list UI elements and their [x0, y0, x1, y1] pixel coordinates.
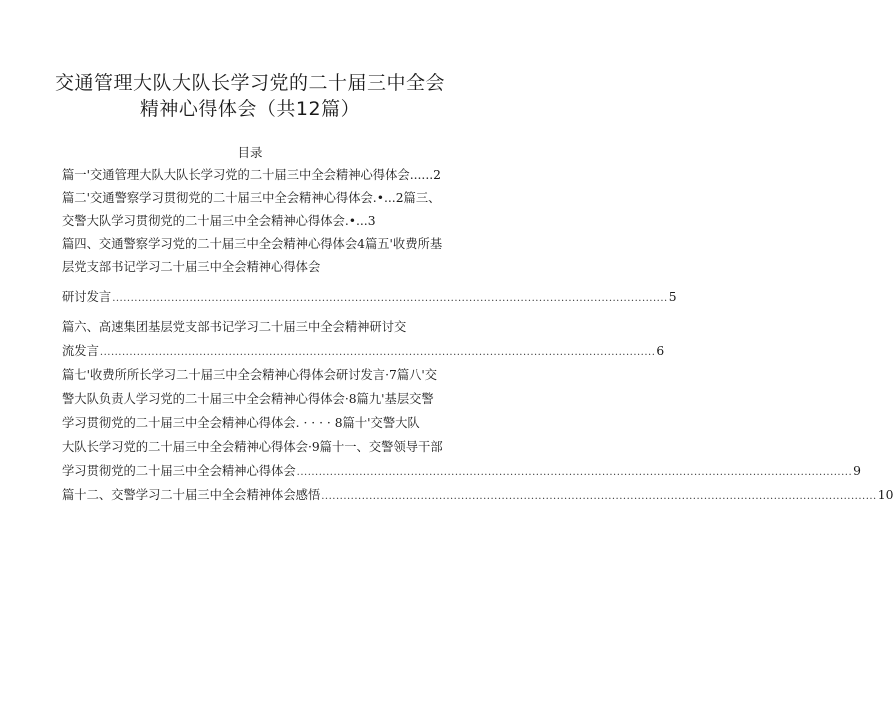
toc-line — [62, 343, 665, 361]
toc-leader-dots: ....................................................................................................................................................... — [321, 491, 877, 502]
toc-line: 篇七'收费所所长学习二十届三中全会精神心得体会研讨发言·7篇八'交 — [62, 368, 438, 382]
toc-line: 警大队负责人学习党的二十届三中全会精神心得体会·8篇九'基层交警 — [62, 392, 434, 406]
toc-line: 层党支部书记学习二十届三中全会精神心得体会 — [62, 260, 321, 274]
toc-line — [62, 487, 893, 505]
toc-line: 学习贯彻党的二十届三中全会精神心得体会. · · · · 8篇十'交警大队 — [62, 416, 420, 430]
toc-entry-text: 研讨发言 — [62, 290, 112, 304]
document-title-line-1: 交通管理大队大队长学习党的二十届三中全会 — [54, 72, 445, 94]
toc-line: 交警大队学习贯彻党的二十届三中全会精神心得体会.•...3 — [62, 214, 376, 228]
toc-line: 篇六、高速集团基层党支部书记学习二十届三中全会精神研讨交 — [62, 320, 407, 334]
toc-leader-dots: ....................................................................................................................................................... — [112, 293, 668, 304]
toc-page-number: 10 — [877, 488, 893, 502]
toc-heading: 目录 — [237, 145, 263, 160]
toc-line: 篇一'交通管理大队大队长学习党的二十届三中全会精神心得体会......2 — [62, 168, 441, 182]
toc-leader-dots: ....................................................................................................................................................... — [296, 467, 853, 478]
document-title-line-2: 精神心得体会（共12篇） — [139, 98, 361, 120]
toc-line — [62, 289, 677, 307]
toc-line: 大队长学习党的二十届三中全会精神心得体会·9篇十一、交警领导干部 — [62, 440, 443, 454]
toc-page-number: 9 — [853, 464, 861, 478]
toc-entry-text: 篇十二、交警学习二十届三中全会精神体会感悟 — [62, 488, 321, 502]
toc-line — [62, 463, 861, 481]
toc-page-number: 5 — [668, 290, 677, 304]
toc-line: 篇二'交通警察学习贯彻党的二十届三中全会精神心得体会.•...2篇三、 — [62, 191, 441, 205]
toc-line: 篇四、交通警察学习党的二十届三中全会精神心得体会4篇五'收费所基 — [62, 237, 443, 251]
toc-page-number: 6 — [656, 344, 665, 358]
toc-leader-dots: ....................................................................................................................................................... — [99, 347, 656, 358]
toc-entry-text: 流发言 — [62, 344, 99, 358]
toc-entry-text: 学习贯彻党的二十届三中全会精神心得体会 — [62, 464, 296, 478]
